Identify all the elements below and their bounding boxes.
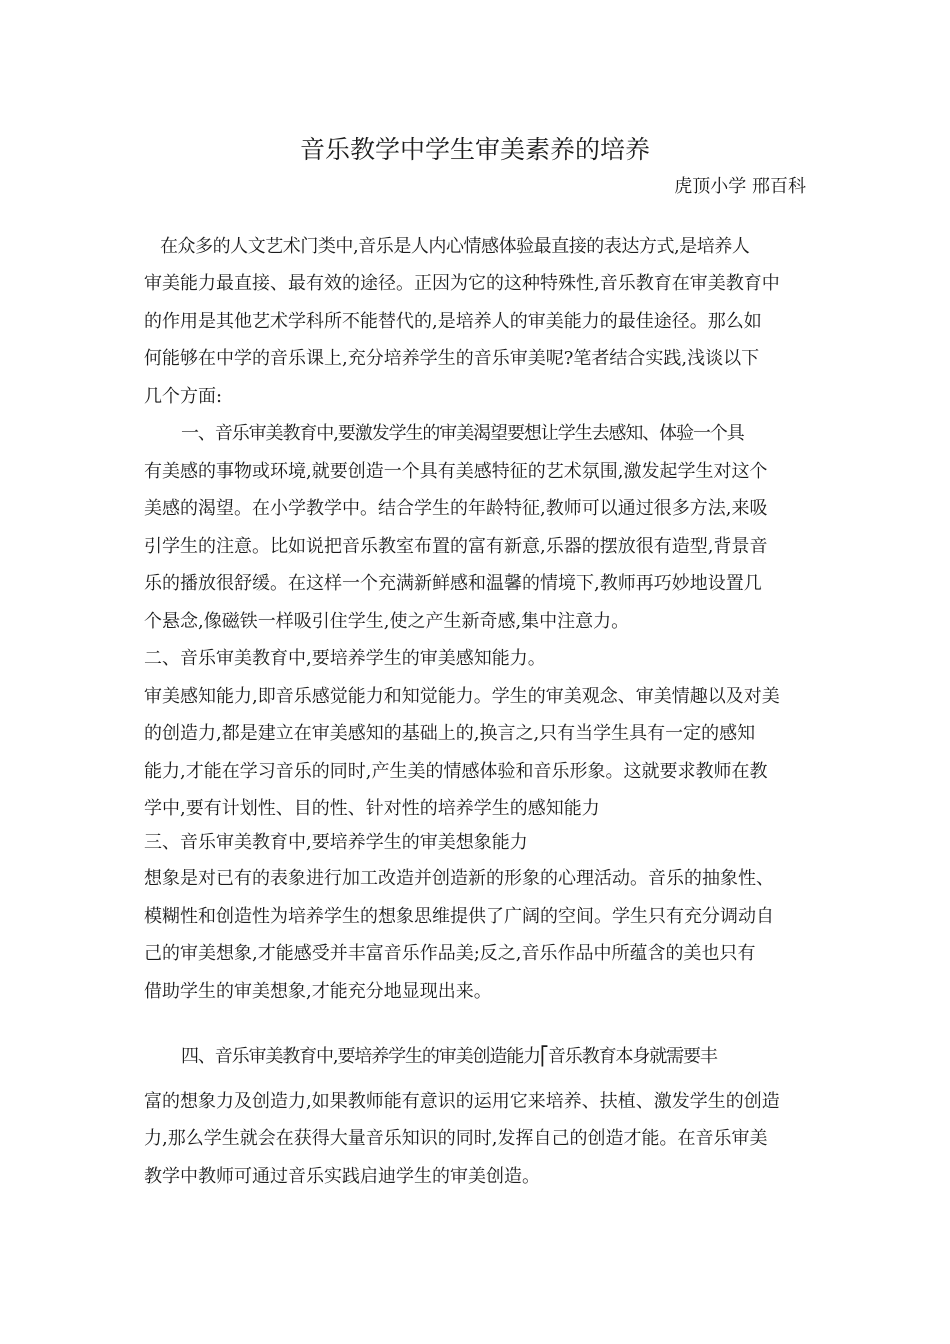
text-line: 借助学生的审美想象,才能充分地显现出来。 xyxy=(144,981,492,1002)
text-line: 一、音乐审美教育中,要激发学生的审美渴望要想让学生去感知、体验一个具 xyxy=(181,423,744,444)
section-heading: 三、音乐审美教育中,要培养学生的审美想象能力 xyxy=(144,832,528,853)
text-line: 学中,要有计划性、目的性、针对性的培养学生的感知能力 xyxy=(144,798,600,819)
section-heading: 二、音乐审美教育中,要培养学生的审美感知能力。 xyxy=(144,648,546,669)
text-line: 的作用是其他艺术学科所不能替代的,是培养人的审美能力的最佳途径。那么如 xyxy=(144,311,762,332)
text-line: 审美感知能力,即音乐感觉能力和知觉能力。学生的审美观念、审美情趣以及对美 xyxy=(144,686,780,707)
text-line: 何能够在中学的音乐课上,充分培养学生的音乐审美呢?笔者结合实践,浅谈以下 xyxy=(144,348,760,369)
text-line: 引学生的注意。比如说把音乐教室布置的富有新意,乐器的摆放很有造型,背景音 xyxy=(144,536,768,557)
text-line: 想象是对已有的表象进行加工改造并创造新的形象的心理活动。音乐的抽象性、 xyxy=(144,868,774,889)
text-line: 教学中教师可通过音乐实践启迪学生的审美创造。 xyxy=(144,1166,540,1187)
text-line: 美感的渴望。在小学教学中。结合学生的年龄特征,教师可以通过很多方法,来吸 xyxy=(144,498,768,519)
text-line: 能力,才能在学习音乐的同时,产生美的情感体验和音乐形象。这就要求教师在教 xyxy=(144,761,768,782)
text-line: 模糊性和创造性为培养学生的想象思维提供了广阔的空间。学生只有充分调动自 xyxy=(144,906,774,927)
text-line: 富的想象力及创造力,如果教师能有意识的运用它来培养、扶植、激发学生的创造 xyxy=(144,1091,780,1112)
author-line: 虎顶小学 邢百科 xyxy=(674,176,806,197)
text-line: 在众多的人文艺术门类中,音乐是人内心情感体验最直接的表达方式,是培养人 xyxy=(160,236,750,257)
section-heading: 四、音乐审美教育中,要培养学生的审美创造能力⎡音乐教育本身就需要丰 xyxy=(181,1046,717,1067)
text-line: 几个方面: xyxy=(144,386,223,407)
document-title: 音乐教学中学生审美素养的培养 xyxy=(299,135,650,164)
text-line: 个悬念,像磁铁一样吸引住学生,使之产生新奇感,集中注意力。 xyxy=(144,611,630,632)
text-line: 有美感的事物或环境,就要创造一个具有美感特征的艺术氛围,激发起学生对这个 xyxy=(144,461,768,482)
text-line: 乐的播放很舒缓。在这样一个充满新鲜感和温馨的情境下,教师再巧妙地设置几 xyxy=(144,573,762,594)
text-line: 的创造力,都是建立在审美感知的基础上的,换言之,只有当学生具有一定的感知 xyxy=(144,723,756,744)
text-line: 审美能力最直接、最有效的途径。正因为它的这种特殊性,音乐教育在审美教育中 xyxy=(144,273,780,294)
text-line: 己的审美想象,才能感受并丰富音乐作品美;反之,音乐作品中所蕴含的美也只有 xyxy=(144,943,756,964)
text-line: 力,那么学生就会在获得大量音乐知识的同时,发挥自己的创造才能。在音乐审美 xyxy=(144,1128,768,1149)
